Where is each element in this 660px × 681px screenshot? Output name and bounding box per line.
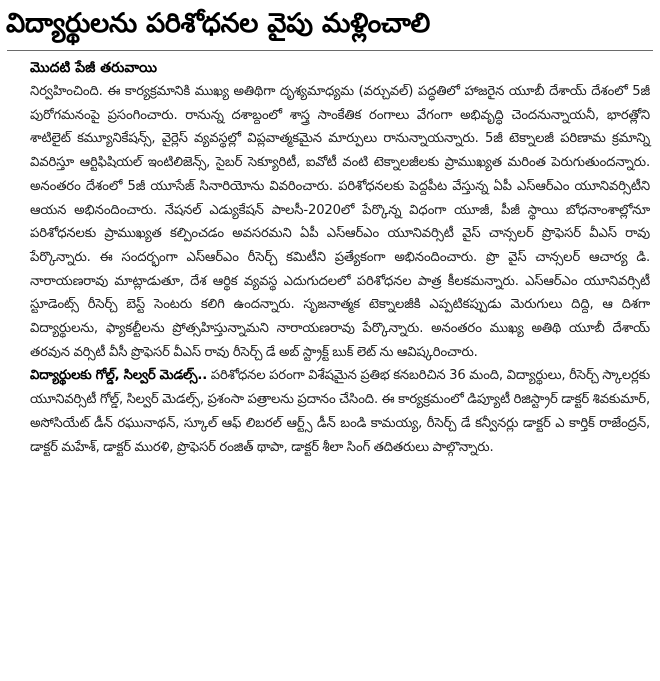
article-body (30, 80, 650, 459)
section-text: పరిశోధనల పరంగా విశేషమైన ప్రతిభ కనబరిచిన 36 మంది, విద్యార్థులు, రీసెర్చ్ స్కాలర్లకు యూనివర్సిటీ గోల్డ్, సిల్వర్ మెడల్స్, ప్రశంసా పత్రాలను ప్రదానం చేసింది. ఈ కార్యక్రమంలో డిప్యూటీ రిజిస్ట్రార్ డాక్టర్ శివకుమార్, అసోసియేట్ డీన్ రఘునాథన్, స్కూల్ ఆఫ్ లిబరల్ ఆర్ట్స్ డీన్ బండి కామయ్య, రీసెర్చ్ డే కన్వీనర్లు డాక్టర్ ఎ కార్తిక్ రాజేంద్రన్, డాక్టర్ మహేశ్, డాక్టర్ మురళి, ప్రొఫెసర్ రంజిత్ థాపా, డాక్టర్ శీలా సింగ్ తదితరులు పాల్గొన్నారు. (30, 368, 650, 455)
continuation-label: మొదటి పేజీ తరువాయి (30, 60, 157, 76)
article-headline: విద్యార్థులను పరిశోధనల వైపు మళ్లించాలి (6, 8, 431, 39)
medals-paragraph (30, 364, 650, 459)
article-paragraph: నిర్వహించింది. ఈ కార్యక్రమానికి ముఖ్య అతిథిగా దృశ్యమాధ్యమ (వర్చువల్) పద్ధతిలో హాజరైన యూబీ దేశాయ్ దేశంలో 5జీ పురోగమనంపై ప్రసంగించారు. రానున్న దశాబ్దంలో శాస్త్ర సాంకేతిక రంగాలు వేగంగా అభివృద్ధి చెందనున్నాయనీ, భారత్లోని శాటిలైట్ కమ్యూనికేషన్స్, వైర్లెస్ వ్యవస్థల్లో విప్లవాత్మకమైన మార్పులు రానున్నాయన్నారు. 5జీ టెక్నాలజీ పరిణామ క్రమాన్ని వివరిస్తూ ఆర్టిఫిషియల్ ఇంటిలిజెన్స్, సైబర్ సెక్యూరిటీ, ఐవోటీ వంటి టెక్నాలజీలకు ప్రాముఖ్యత మరింత పెరుగుతుందన్నారు. అనంతరం దేశంలో 5జీ యూసేజ్ సినారియోను వివరించారు. పరిశోధనలకు పెద్దపీట వేస్తున్న ఏపీ ఎస్ఆర్ఎం యూనివర్సిటీని ఆయన అభినందించారు. నేషనల్ ఎడ్యుకేషన్ పాలసీ-2020లో పేర్కొన్న విధంగా యూజీ, పీజీ స్థాయి బోధనాంశాల్లోనూ పరిశోధనలకు ప్రాముఖ్యత కల్పించడం అవసరమని ఏపీ ఎస్ఆర్ఎం యూనివర్సిటీ వైస్ చాన్సలర్ ప్రొఫెసర్ వీఎస్ రావు పేర్కొన్నారు. ఈ సందర్భంగా ఎస్ఆర్ఎం రీసెర్చ్ కమిటీని ప్రత్యేకంగా అభినందించారు. ప్రొ వైస్ చాన్సలర్ ఆచార్య డి. నారాయణరావు మాట్లాడుతూ, దేశ ఆర్థిక వ్యవస్థ ఎదుగుదలలో పరిశోధనల పాత్ర కీలకమన్నారు. ఎస్ఆర్ఎం యూనివర్సిటీ స్టూడెంట్స్ రీసెర్చ్ బెస్ట్ సెంటరు కలిగి ఉందన్నారు. సృజనాత్మక టెక్నాలజీకి ఎప్పటికప్పుడు మెరుగులు దిద్ది, ఆ దిశగా విద్యార్థులను, ఫ్యాకల్టీలను ప్రోత్సహిస్తున్నామని నారాయణరావు పేర్కొన్నారు. అనంతరం ముఖ్య అతిథి యూబీ దేశాయ్ తరవున వర్సిటీ వీసీ ప్రొఫెసర్ వీఎస్ రావు రీసెర్చ్ డే అబ్ స్ట్రాక్ట్ బుక్ లెట్ ను ఆవిష్కరించారు. (30, 84, 650, 360)
headline-divider (7, 50, 653, 51)
clipped-top-text (0, 0, 660, 5)
section-heading: విద్యార్థులకు గోల్డ్, సిల్వర్ మెడల్స్.. (30, 368, 208, 384)
